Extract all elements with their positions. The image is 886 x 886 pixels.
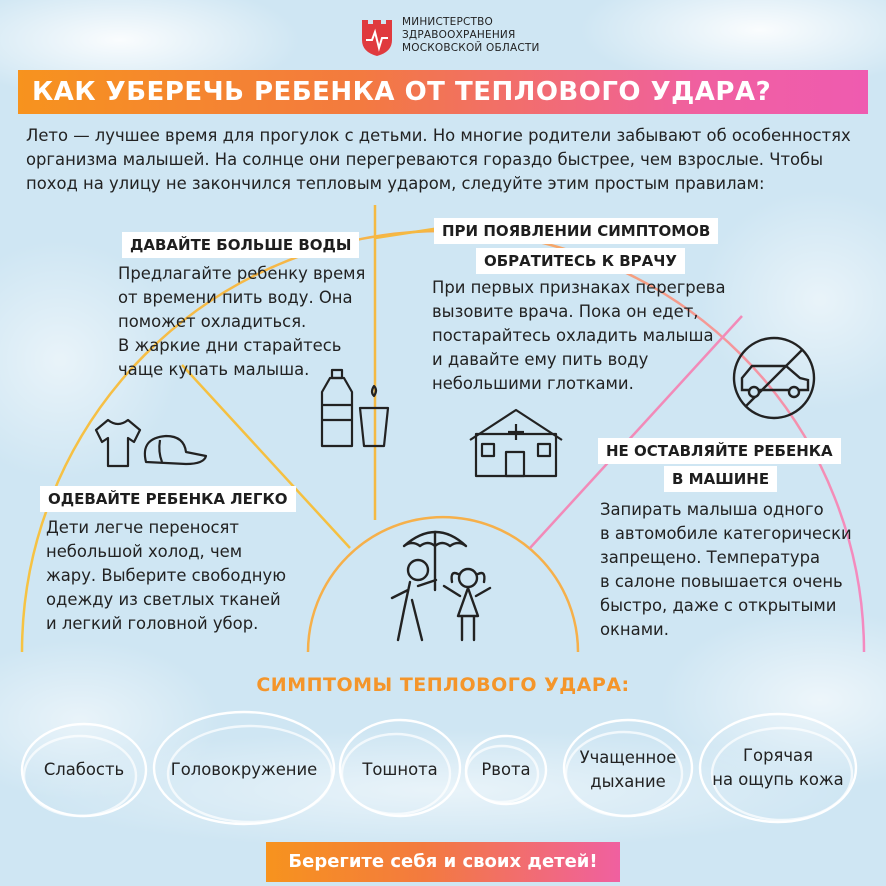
symptom-dizziness: Головокружение bbox=[170, 760, 318, 779]
text-line: постарайтесь охладить малыша bbox=[432, 326, 714, 345]
text-line: В жаркие дни старайтесь bbox=[118, 336, 342, 355]
symptom-nausea: Тошнота bbox=[362, 760, 438, 779]
text-line: поможет охладиться. bbox=[118, 312, 307, 331]
ministry-line-2: ЗДРАВООХРАНЕНИЯ bbox=[402, 29, 516, 41]
tip-car-label-1: НЕ ОСТАВЛЯЙТЕ РЕБЕНКА bbox=[598, 438, 841, 464]
text-line: Предлагайте ребенку время bbox=[118, 264, 366, 283]
footer-banner bbox=[266, 842, 620, 882]
symptom-vomiting: Рвота bbox=[481, 760, 531, 779]
text-line: запрещено. Температура bbox=[600, 548, 821, 567]
tip-clothes-text bbox=[46, 516, 316, 636]
tip-clothes-label: ОДЕВАЙТЕ РЕБЕНКА ЛЕГКО bbox=[40, 486, 296, 512]
symptom-hot-skin bbox=[700, 744, 856, 792]
text-line: Запирать малыша одного bbox=[600, 500, 824, 519]
symptom-line: Горячая bbox=[743, 746, 813, 765]
tip-water-label: ДАВАЙТЕ БОЛЬШЕ ВОДЫ bbox=[122, 232, 359, 258]
ministry-line-3: МОСКОВСКОЙ ОБЛАСТИ bbox=[402, 42, 540, 54]
tip-car-label-2: В МАШИНЕ bbox=[664, 466, 777, 492]
text-line: в автомобиле категорически bbox=[600, 524, 852, 543]
text-line: и легкий головной убор. bbox=[46, 614, 259, 633]
intro-line: организма малышей. На солнце они перегреваются гораздо быстрее, чем взрослые. Чтобы bbox=[26, 150, 824, 169]
text-line: быстро, даже с открытыми bbox=[600, 596, 837, 615]
tip-doctor-label-1: ПРИ ПОЯВЛЕНИИ СИМПТОМОВ bbox=[434, 218, 718, 244]
text-line: Дети легче переносят bbox=[46, 518, 239, 537]
symptom-rapid-breathing bbox=[564, 746, 692, 794]
symptom-weakness: Слабость bbox=[43, 760, 125, 779]
coat-of-arms-icon bbox=[358, 14, 396, 58]
ministry-line-1: МИНИСТЕРСТВО bbox=[402, 16, 493, 28]
text-line: и давайте ему пить воду bbox=[432, 350, 649, 369]
ministry-name bbox=[402, 16, 540, 55]
text-line: от времени пить воду. Она bbox=[118, 288, 353, 307]
symptom-line: Учащенное bbox=[579, 748, 677, 767]
text-line: вызовите врача. Пока он едет, bbox=[432, 302, 699, 321]
intro-paragraph bbox=[26, 124, 866, 196]
tip-doctor-label-2: ОБРАТИТЕСЬ К ВРАЧУ bbox=[476, 248, 685, 274]
tip-car-text bbox=[600, 498, 870, 642]
text-line: жару. Выберите свободную bbox=[46, 566, 286, 585]
intro-line: поход на улицу не закончился тепловым ударом, следуйте этим простым правилам: bbox=[26, 174, 765, 193]
ministry-logo bbox=[358, 14, 558, 62]
title-banner bbox=[18, 70, 868, 114]
intro-line: Лето — лучшее время для прогулок с детьми. Но многие родители забывают об особенностях bbox=[26, 126, 851, 145]
text-line: окнами. bbox=[600, 620, 669, 639]
text-line: небольшой холод, чем bbox=[46, 542, 243, 561]
symptom-line: на ощупь кожа bbox=[712, 770, 844, 789]
text-line: При первых признаках перегрева bbox=[432, 278, 726, 297]
text-line: в салоне повышается очень bbox=[600, 572, 843, 591]
text-line: одежду из светлых тканей bbox=[46, 590, 281, 609]
page-title: КАК УБЕРЕЧЬ РЕБЕНКА ОТ ТЕПЛОВОГО УДАРА? bbox=[32, 77, 772, 107]
tip-doctor-text bbox=[432, 276, 752, 396]
symptom-line: дыхание bbox=[590, 772, 666, 791]
text-line: чаще купать малыша. bbox=[118, 360, 310, 379]
tip-water-text bbox=[118, 262, 378, 382]
text-line: небольшими глотками. bbox=[432, 374, 634, 393]
symptoms-title: СИМПТОМЫ ТЕПЛОВОГО УДАРА: bbox=[256, 674, 630, 696]
footer-slogan: Берегите себя и своих детей! bbox=[288, 851, 598, 872]
